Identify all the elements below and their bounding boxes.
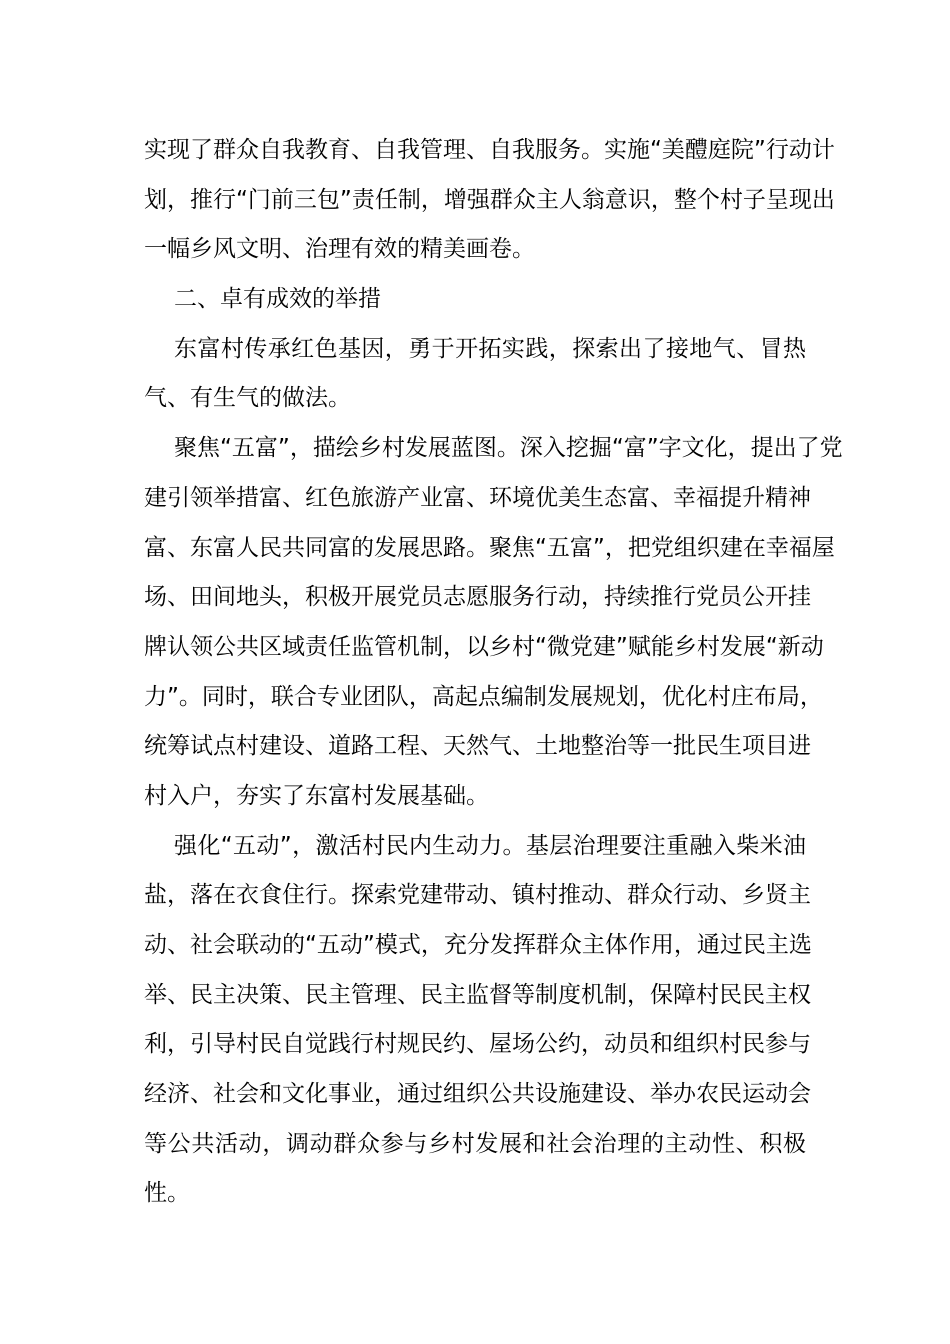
paragraph-4 [144,822,812,1220]
document-body [144,126,843,1219]
section-heading [144,275,806,325]
text-line: 统筹试点村建设、道路工程、天然气、土地整治等一批民生项目进 [144,733,811,760]
text-line: 经济、社会和文化事业，通过组织公共设施建设、举办农民运动会 [144,1081,811,1108]
text-line: 一幅乡风文明、治理有效的精美画卷。 [144,236,535,263]
text-line: 力”。同时，联合专业团队，高起点编制发展规划，优化村庄布局， [144,683,823,710]
text-line: 划，推行“门前三包”责任制，增强群众主人翁意识，整个村子呈现出 [144,186,835,213]
text-line: 气、有生气的做法。 [144,385,351,412]
text-line: 举、民主决策、民主管理、民主监督等制度机制，保障村民民主权 [144,981,811,1008]
heading-text: 二、卓有成效的举措 [174,286,381,313]
text-line: 实现了群众自我教育、自我管理、自我服务。实施“美醴庭院”行动计 [144,137,835,163]
paragraph-1 [144,126,835,275]
paragraph-2 [144,325,806,424]
text-line: 场、田间地头，积极开展党员志愿服务行动，持续推行党员公开挂 [144,584,811,611]
paragraph-3 [144,424,843,822]
text-line: 动、社会联动的“五动”模式，充分发挥群众主体作用，通过民主选 [144,932,812,958]
text-line: 利，引导村民自觉践行村规民约、屋场公约，动员和组织村民参与 [144,1031,811,1058]
text-line: 牌认领公共区域责任监管机制，以乡村“微党建”赋能乡村发展“新动 [144,633,824,660]
text-line: 等公共活动，调动群众参与乡村发展和社会治理的主动性、积极 [144,1130,806,1157]
text-line: 盐，落在衣食住行。探索党建带动、镇村推动、群众行动、乡贤主 [144,882,811,909]
text-line: 性。 [144,1180,190,1207]
text-line: 富、东富人民共同富的发展思路。聚焦“五富”，把党组织建在幸福屋 [144,534,835,561]
text-line: 东富村传承红色基因，勇于开拓实践，探索出了接地气、冒热 [174,335,806,362]
text-line: 强化“五动”，激活村民内生动力。基层治理要注重融入柴米油 [174,832,806,859]
text-line: 村入户，夯实了东富村发展基础。 [144,782,489,809]
text-line: 聚焦“五富”，描绘乡村发展蓝图。深入挖掘“富”字文化，提出了党 [174,435,843,462]
text-line: 建引领举措富、红色旅游产业富、环境优美生态富、幸福提升精神 [144,484,811,511]
